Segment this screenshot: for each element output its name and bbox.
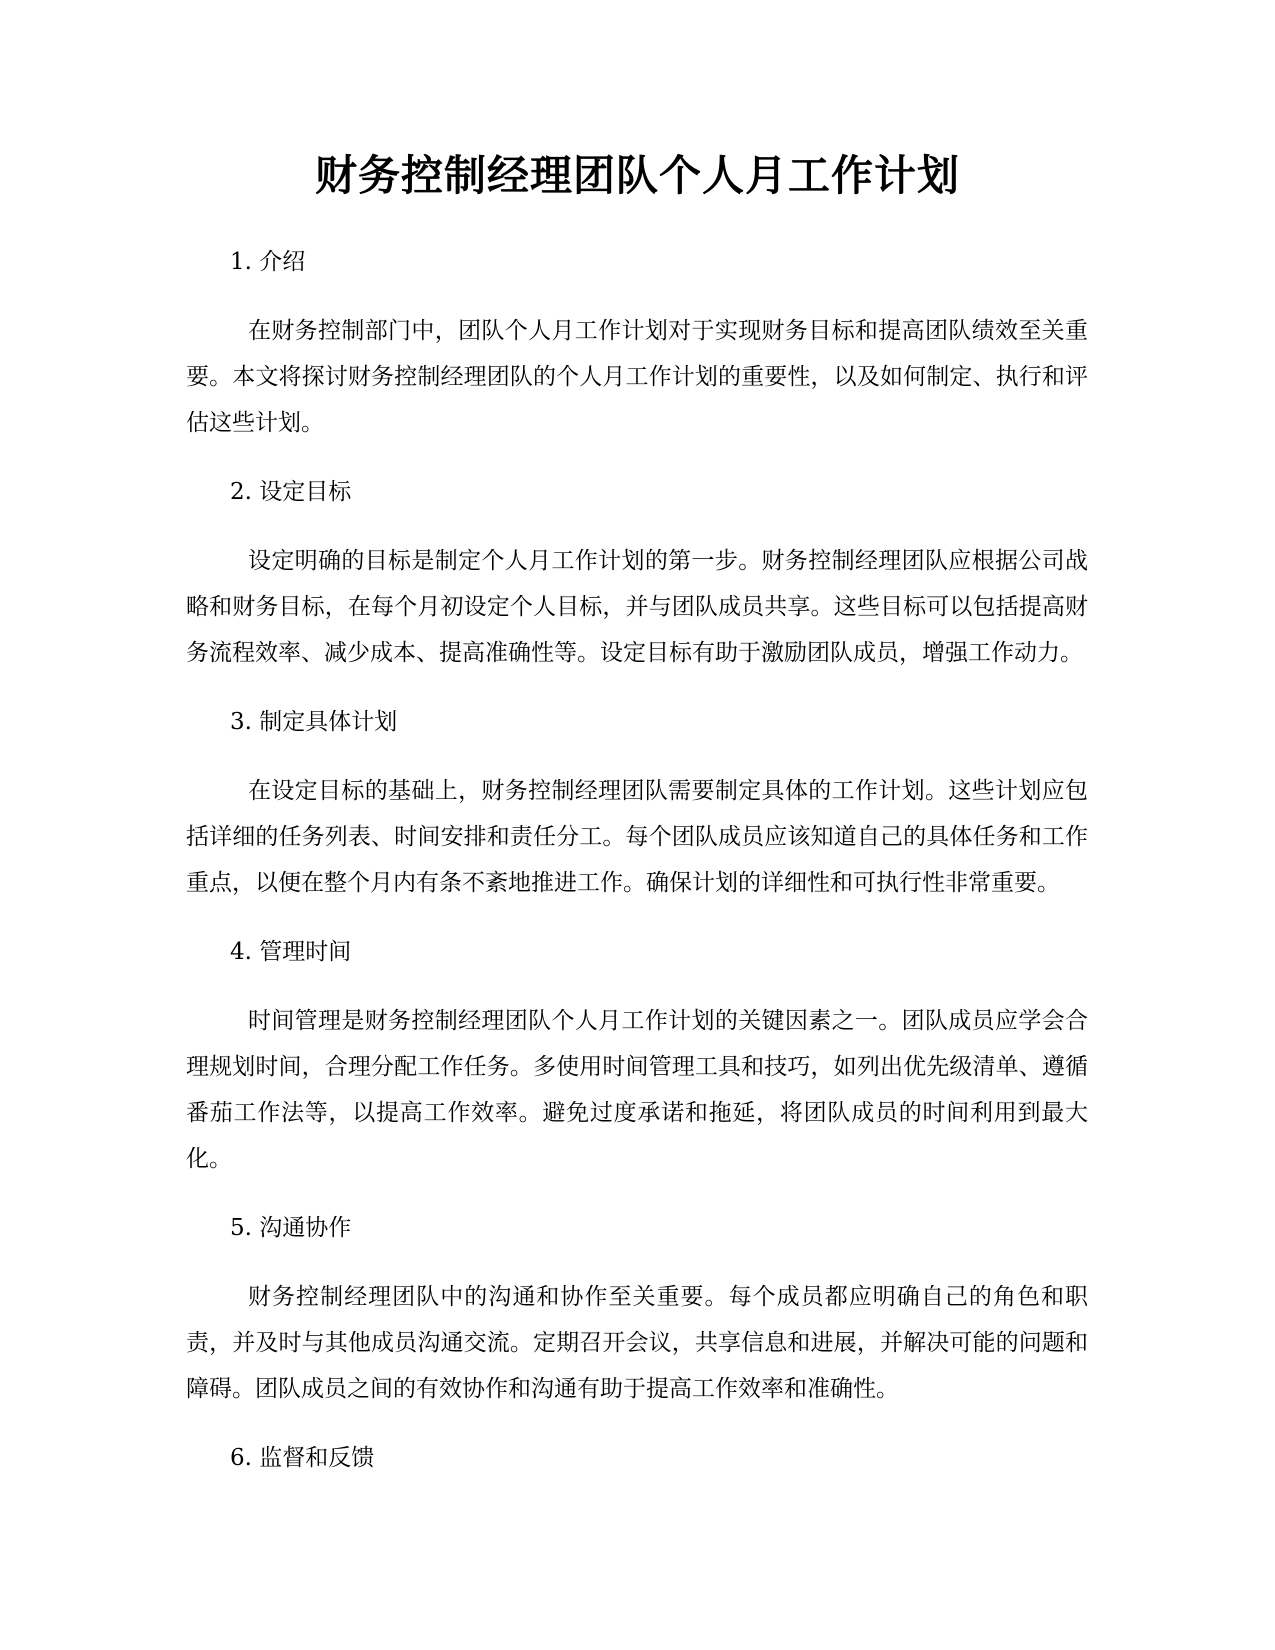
- section-heading-communication: 5. 沟通协作: [230, 1215, 352, 1241]
- section-paragraph-specific-plan: 在设定目标的基础上，财务控制经理团队需要制定具体的工作计划。这些计划应包括详细的任务列表、时间安排和责任分工。每个团队成员应该知道自己的具体任务和工作重点，以便在整个月内有条不紊地推进工作。确保计划的详细性和可执行性非常重要。: [186, 778, 1088, 896]
- section-paragraph-time-management: 时间管理是财务控制经理团队个人月工作计划的关键因素之一。团队成员应学会合理规划时间，合理分配工作任务。多使用时间管理工具和技巧，如列出优先级清单、遵循番茄工作法等，以提高工作效率。避免过度承诺和拖延，将团队成员的时间利用到最大化。: [186, 1008, 1088, 1172]
- section-heading-specific-plan: 3. 制定具体计划: [230, 709, 398, 735]
- document-body: [186, 240, 1088, 1504]
- section-paragraph-introduction: 在财务控制部门中，团队个人月工作计划对于实现财务目标和提高团队绩效至关重要。本文将探讨财务控制经理团队的个人月工作计划的重要性，以及如何制定、执行和评估这些计划。: [186, 318, 1088, 436]
- section-heading-introduction: 1. 介绍: [230, 249, 306, 275]
- section-heading-supervision-feedback: 6. 监督和反馈: [230, 1445, 375, 1471]
- section-heading-set-goals: 2. 设定目标: [230, 479, 352, 505]
- document-title: 财务控制经理团队个人月工作计划: [314, 151, 960, 200]
- section-heading-time-management: 4. 管理时间: [230, 939, 352, 965]
- section-paragraph-set-goals: 设定明确的目标是制定个人月工作计划的第一步。财务控制经理团队应根据公司战略和财务目标，在每个月初设定个人目标，并与团队成员共享。这些目标可以包括提高财务流程效率、减少成本、提高准确性等。设定目标有助于激励团队成员，增强工作动力。: [186, 548, 1088, 666]
- section-paragraph-communication: 财务控制经理团队中的沟通和协作至关重要。每个成员都应明确自己的角色和职责，并及时与其他成员沟通交流。定期召开会议，共享信息和进展，并解决可能的问题和障碍。团队成员之间的有效协作和沟通有助于提高工作效率和准确性。: [186, 1284, 1088, 1402]
